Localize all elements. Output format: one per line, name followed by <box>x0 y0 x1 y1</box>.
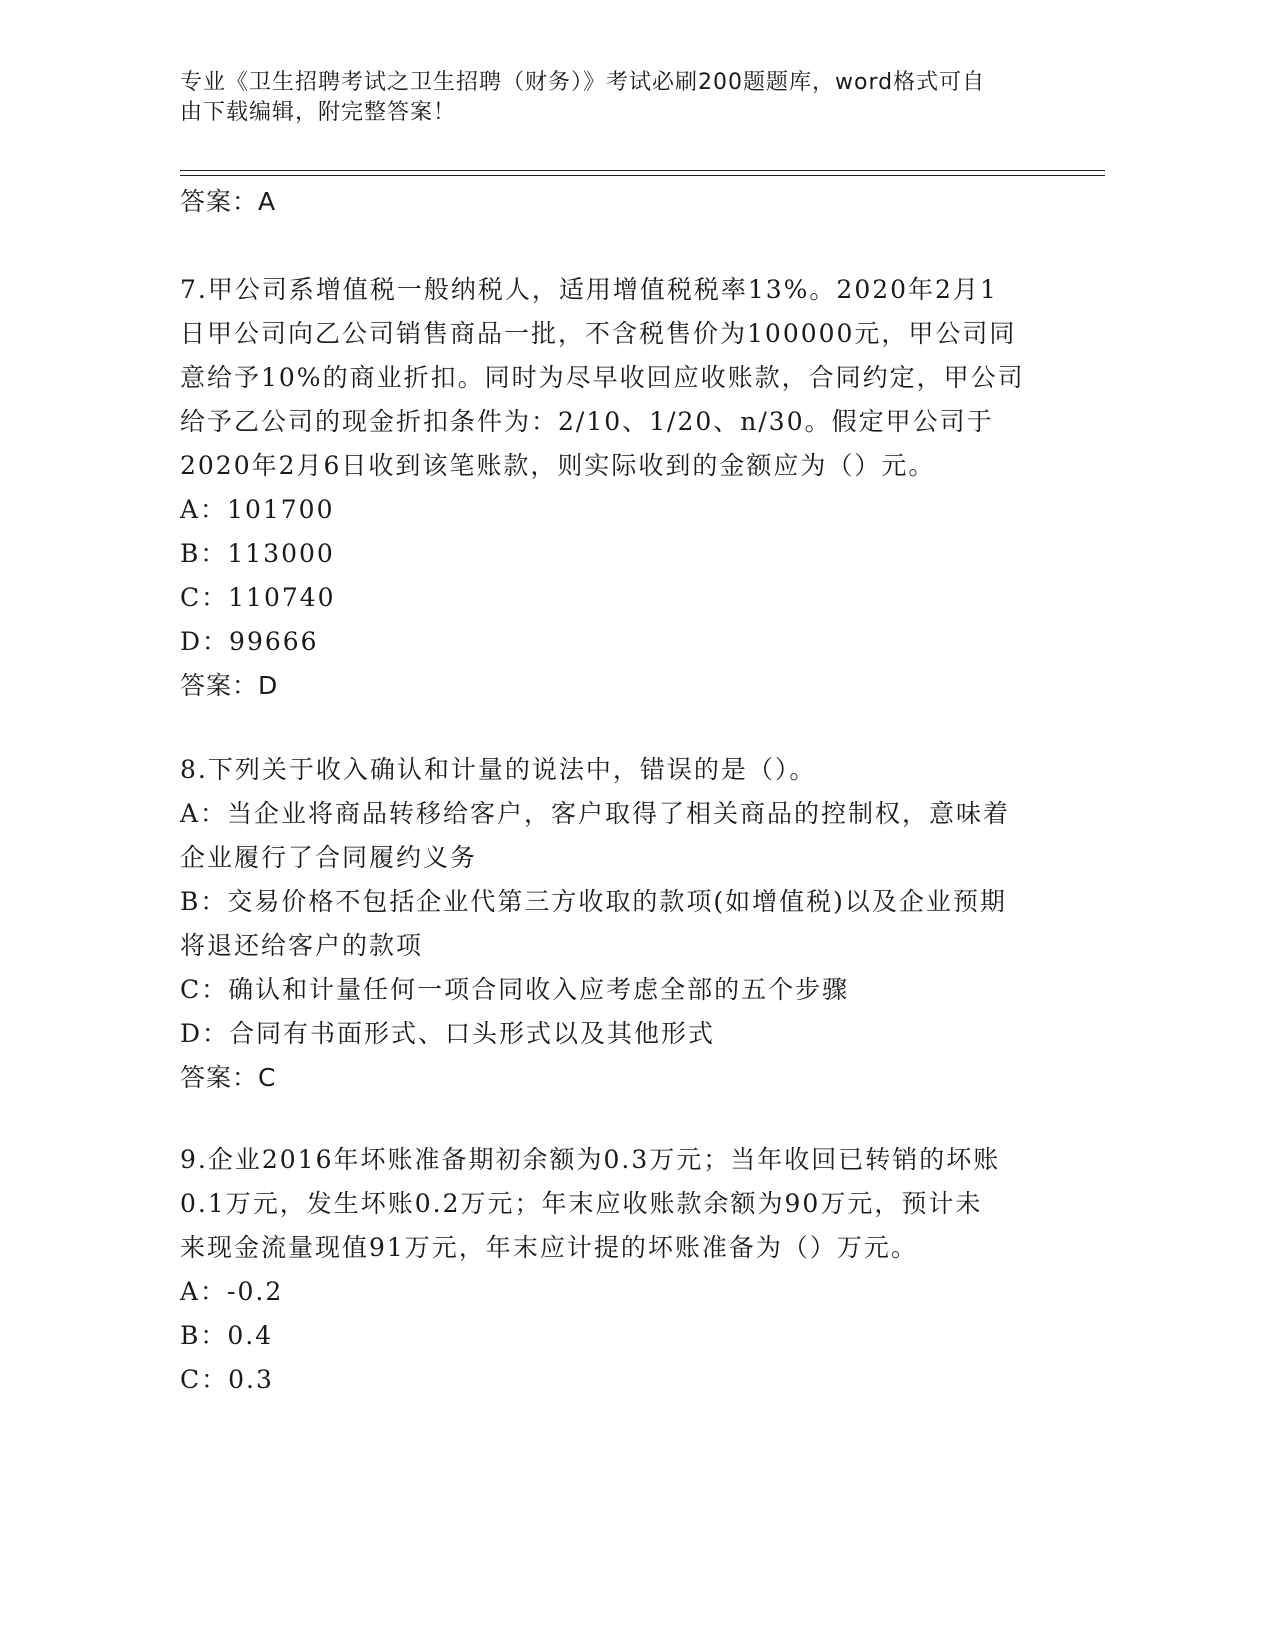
header-divider-bottom <box>180 175 1105 176</box>
option-b: B：0.4 <box>180 1321 274 1350</box>
option-b-continued: 将退还给客户的款项 <box>180 931 424 960</box>
option-d: D：99666 <box>180 627 319 656</box>
question-text-line: 意给予10%的商业折扣。同时为尽早收回应收账款，合同约定，甲公司 <box>180 363 1025 392</box>
question-text-line: 9.企业2016年坏账准备期初余额为0.3万元；当年收回已转销的坏账 <box>180 1145 1001 1174</box>
option-c: C：110740 <box>180 583 336 612</box>
previous-answer-block <box>180 180 1040 224</box>
option-c: C：确认和计量任何一项合同收入应考虑全部的五个步骤 <box>180 975 850 1004</box>
option-a-continued: 企业履行了合同履约义务 <box>180 843 478 872</box>
header-line-1: 专业《卫生招聘考试之卫生招聘（财务）》考试必刷200题题库，word格式可自 <box>180 70 986 95</box>
question-text-line: 日甲公司向乙公司销售商品一批，不含税售价为100000元，甲公司同 <box>180 319 1017 348</box>
option-d: D：合同有书面形式、口头形式以及其他形式 <box>180 1019 716 1048</box>
question-9 <box>180 1138 1040 1402</box>
question-text-line: 8.下列关于收入确认和计量的说法中，错误的是（）。 <box>180 755 817 784</box>
header-line-2: 由下载编辑，附完整答案！ <box>180 100 457 125</box>
question-7 <box>180 268 1040 708</box>
option-b: B：交易价格不包括企业代第三方收取的款项(如增值税)以及企业预期 <box>180 887 1007 916</box>
question-text-line: 7.甲公司系增值税一般纳税人，适用增值税税率13%。2020年2月1 <box>180 275 998 304</box>
option-c: C：0.3 <box>180 1365 274 1394</box>
question-text-line: 0.1万元，发生坏账0.2万元；年末应收账款余额为90万元，预计未 <box>180 1189 983 1218</box>
document-header <box>180 68 1060 128</box>
header-divider-top <box>180 170 1105 171</box>
answer-label: 答案：C <box>180 1063 277 1092</box>
answer-label: 答案：A <box>180 187 277 216</box>
answer-label: 答案：D <box>180 671 279 700</box>
question-text-line: 来现金流量现值91万元，年末应计提的坏账准备为（）万元。 <box>180 1233 918 1262</box>
option-a: A：-0.2 <box>180 1277 284 1306</box>
option-a: A：当企业将商品转移给客户，客户取得了相关商品的控制权，意味着 <box>180 799 1011 828</box>
question-8 <box>180 748 1040 1100</box>
option-a: A：101700 <box>180 495 335 524</box>
question-text-line: 给予乙公司的现金折扣条件为：2/10、1/20、n/30。假定甲公司于 <box>180 407 994 436</box>
question-text-line: 2020年2月6日收到该笔账款，则实际收到的金额应为（）元。 <box>180 451 936 480</box>
option-b: B：113000 <box>180 539 335 568</box>
